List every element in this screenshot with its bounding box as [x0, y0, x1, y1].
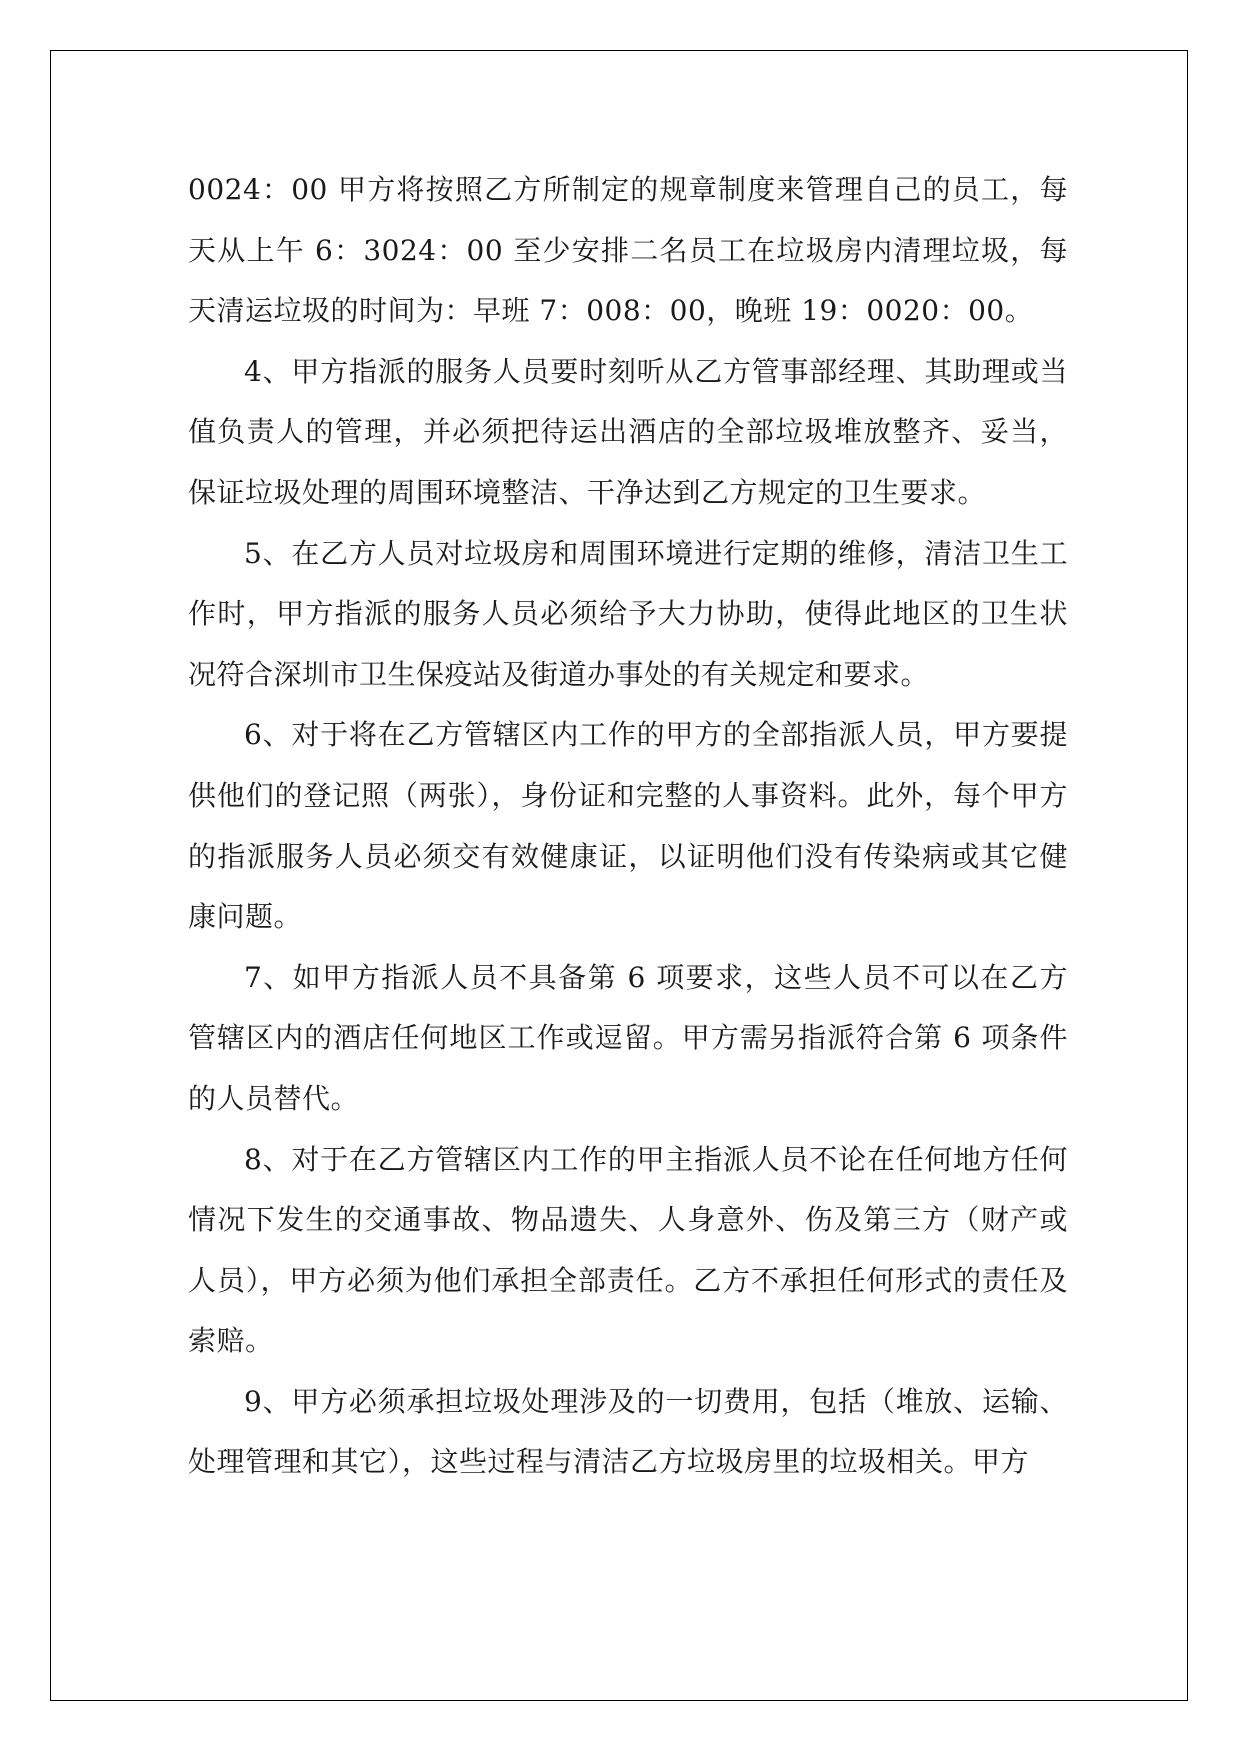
paragraph-clause-8: 8、对于在乙方管辖区内工作的甲主指派人员不论在任何地方任何情况下发生的交通事故、物品遗失、人身意外、伤及第三方（财产或人员），甲方必须为他们承担全部责任。乙方不承担任何形式的责任及索赔。	[188, 1142, 1068, 1358]
paragraph-clause-9: 9、甲方必须承担垃圾处理涉及的一切费用，包括（堆放、运输、处理管理和其它），这些过程与清洁乙方垃圾房里的垃圾相关。甲方	[188, 1384, 1068, 1479]
document-body	[188, 160, 1068, 1493]
paragraph-clause-5: 5、在乙方人员对垃圾房和周围环境进行定期的维修，清洁卫生工作时，甲方指派的服务人员必须给予大力协助，使得此地区的卫生状况符合深圳市卫生保疫站及街道办事处的有关规定和要求。	[188, 536, 1068, 691]
paragraph-clause-4: 4、甲方指派的服务人员要时刻听从乙方管事部经理、其助理或当值负责人的管理，并必须把待运出酒店的全部垃圾堆放整齐、妥当，保证垃圾处理的周围环境整洁、干净达到乙方规定的卫生要求。	[188, 354, 1068, 509]
paragraph-clause-6: 6、对于将在乙方管辖区内工作的甲方的全部指派人员，甲方要提供他们的登记照（两张），身份证和完整的人事资料。此外，每个甲方的指派服务人员必须交有效健康证，以证明他们没有传染病或其它健康问题。	[188, 718, 1068, 934]
paragraph-clause-7: 7、如甲方指派人员不具备第 6 项要求，这些人员不可以在乙方管辖区内的酒店任何地区工作或逗留。甲方需另指派符合第 6 项条件的人员替代。	[188, 960, 1068, 1115]
paragraph-continuation: 0024：00 甲方将按照乙方所制定的规章制度来管理自己的员工，每天从上午 6：3024：00 至少安排二名员工在垃圾房内清理垃圾，每天清运垃圾的时间为：早班 7：008：00，晚班 19：0020：00。	[188, 173, 1068, 328]
